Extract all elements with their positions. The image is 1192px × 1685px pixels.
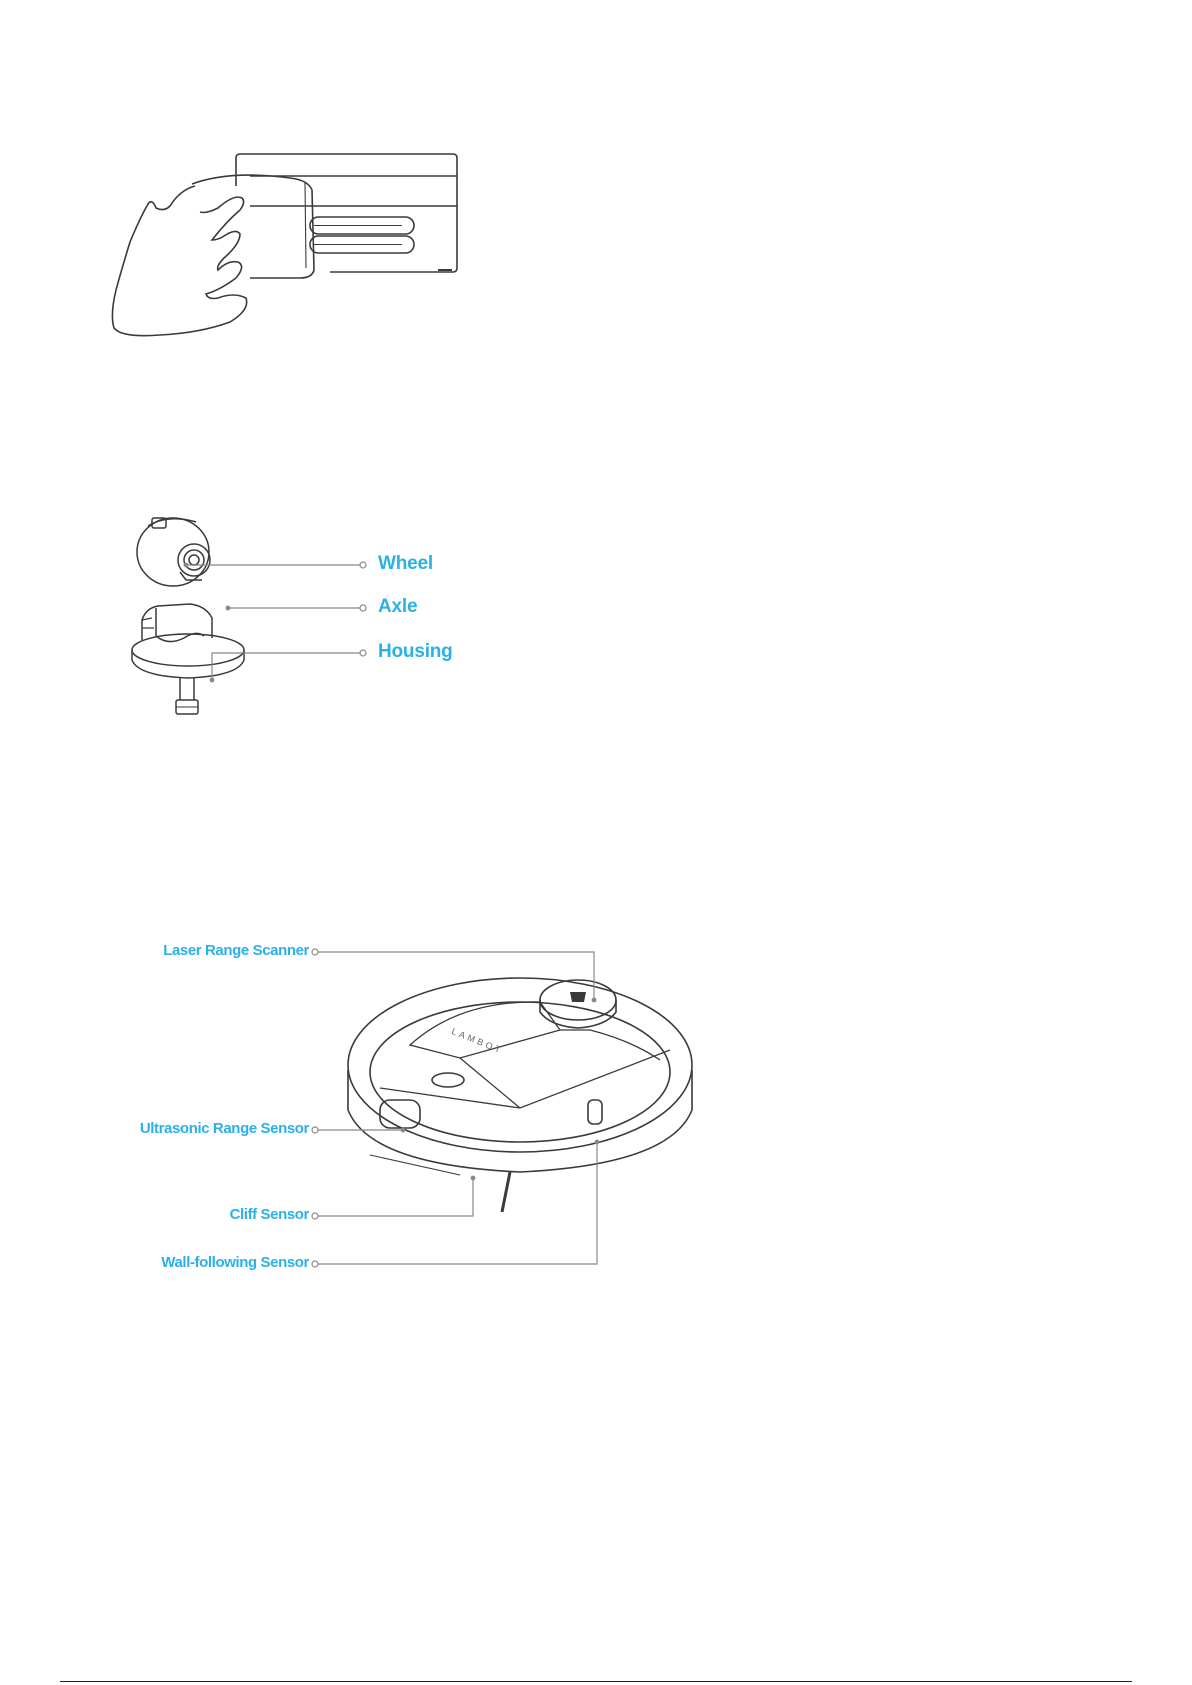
label-wall-following-sensor: Wall-following Sensor [161, 1254, 309, 1271]
label-housing: Housing [378, 641, 453, 662]
footer-rule [60, 1681, 1132, 1682]
label-axle: Axle [378, 596, 418, 617]
label-wheel: Wheel [378, 553, 433, 574]
label-ultrasonic-range-sensor: Ultrasonic Range Sensor [139, 1120, 309, 1137]
label-cliff-sensor: Cliff Sensor [229, 1206, 309, 1223]
label-laser-range-scanner: Laser Range Scanner [163, 942, 309, 959]
brand-mark: LAMBOT [450, 1026, 505, 1056]
